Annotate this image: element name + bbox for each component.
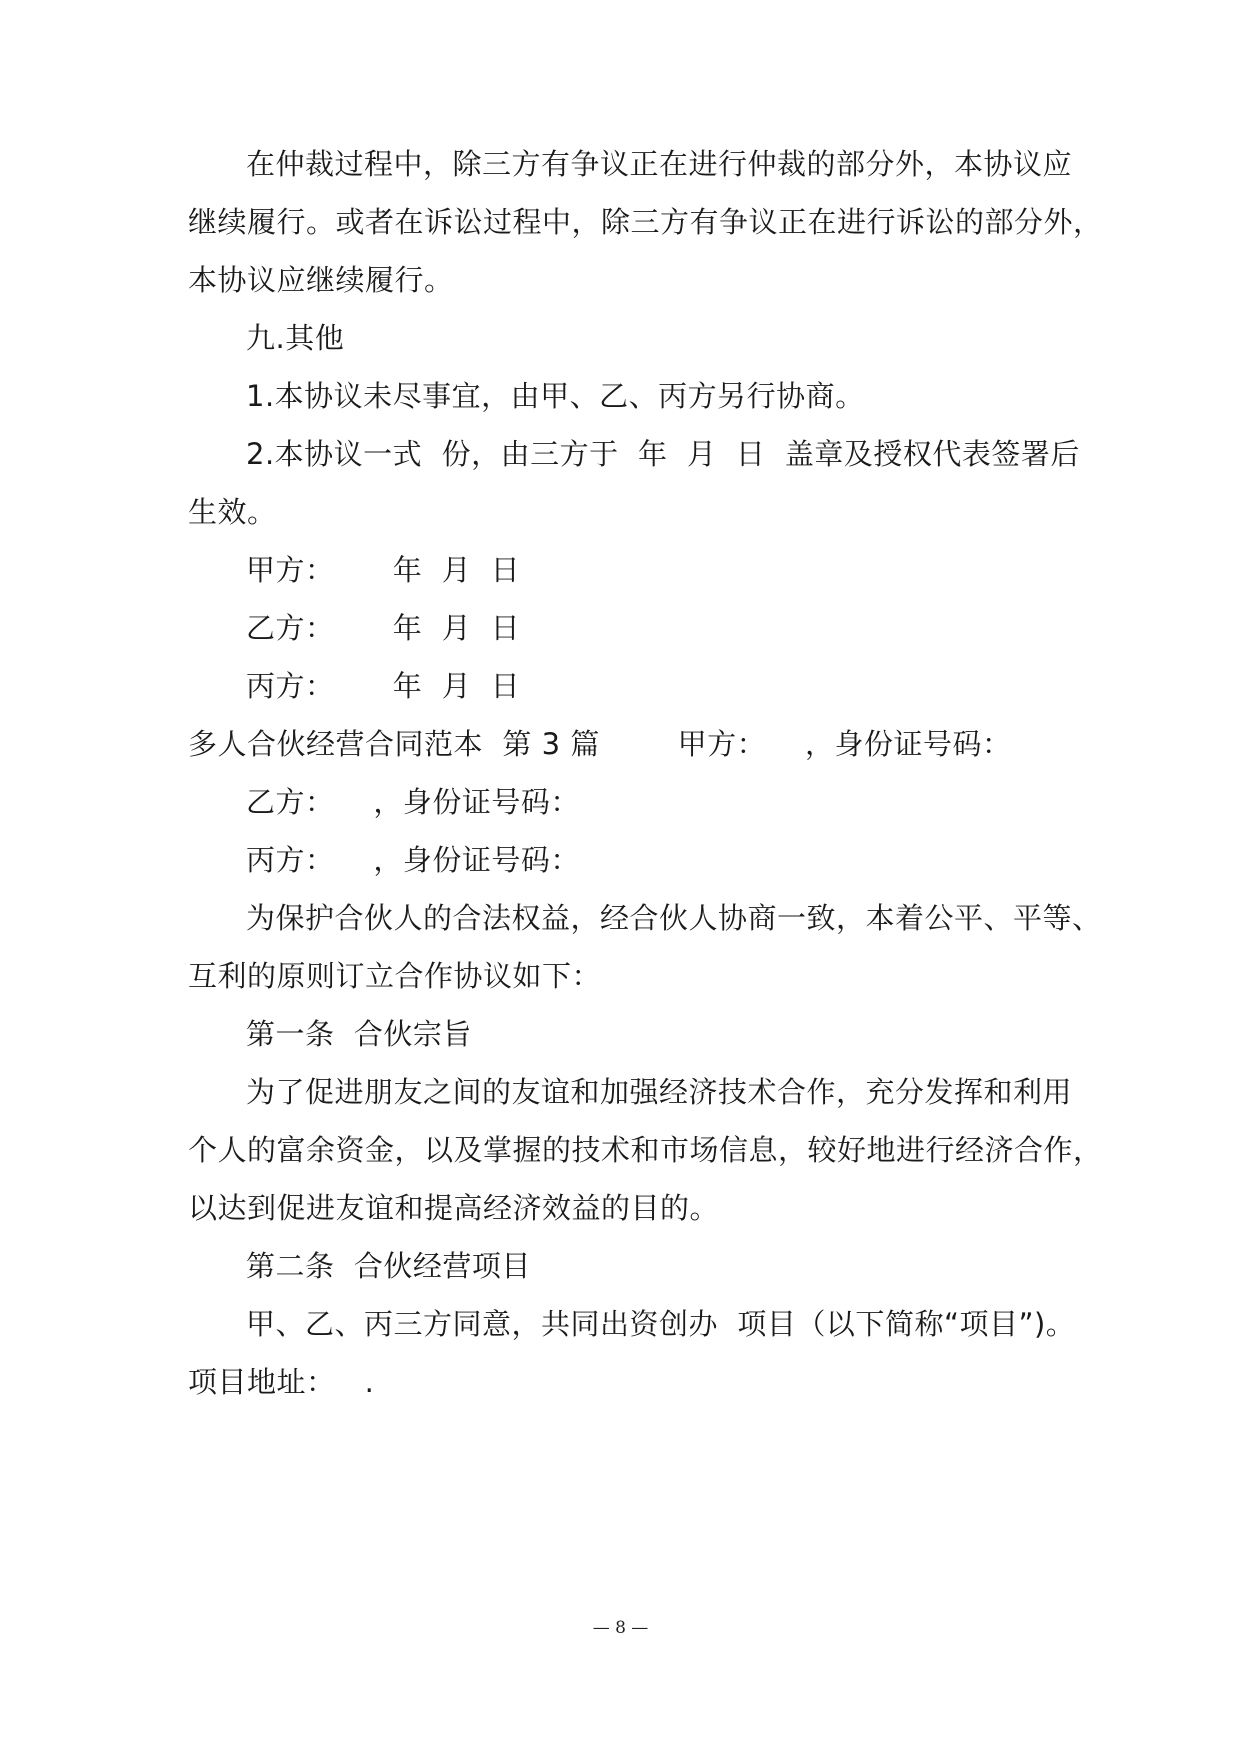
page-number: — 8 — (592, 1618, 649, 1638)
text-line: 为了促进朋友之间的友谊和加强经济技术合作，充分发挥和利用 (246, 1075, 1073, 1109)
text-line: 在仲裁过程中，除三方有争议正在进行仲裁的部分外，本协议应 (246, 147, 1073, 181)
text-line: 项目地址： . (188, 1365, 375, 1399)
clause-heading: 第二条 合伙经营项目 (246, 1249, 531, 1283)
text-line: 继续履行。或者在诉讼过程中，除三方有争议正在进行诉讼的部分外， (188, 205, 1103, 239)
text-line: 为保护合伙人的合法权益，经合伙人协商一致，本着公平、平等、 (246, 901, 1102, 935)
party-line: 丙方： ，身份证号码： (246, 843, 580, 877)
text-line: 以达到促进友谊和提高经济效益的目的。 (188, 1191, 720, 1225)
text-line: 个人的富余资金，以及掌握的技术和市场信息，较好地进行经济合作， (188, 1133, 1103, 1167)
text-line: 互利的原则订立合作协议如下： (188, 959, 602, 993)
signature-line: 乙方： 年 月 日 (246, 611, 521, 645)
signature-line: 甲方： 年 月 日 (246, 553, 521, 587)
text-line: 生效。 (188, 495, 277, 529)
text-line: 甲、乙、丙三方同意，共同出资创办 项目（以下简称“项目”)。 (246, 1307, 1076, 1341)
text-line: 本协议应继续履行。 (188, 263, 454, 297)
article-title-line: 多人合伙经营合同范本 第 3 篇 甲方： ，身份证号码： (188, 727, 1012, 761)
clause-heading: 第一条 合伙宗旨 (246, 1017, 472, 1051)
text-line: 2.本协议一式 份，由三方于 年 月 日 盖章及授权代表签署后 (246, 437, 1080, 471)
text-line: 1.本协议未尽事宜，由甲、乙、丙方另行协商。 (246, 379, 865, 413)
signature-line: 丙方： 年 月 日 (246, 669, 521, 703)
party-line: 乙方： ，身份证号码： (246, 785, 580, 819)
section-heading: 九.其他 (246, 321, 345, 355)
